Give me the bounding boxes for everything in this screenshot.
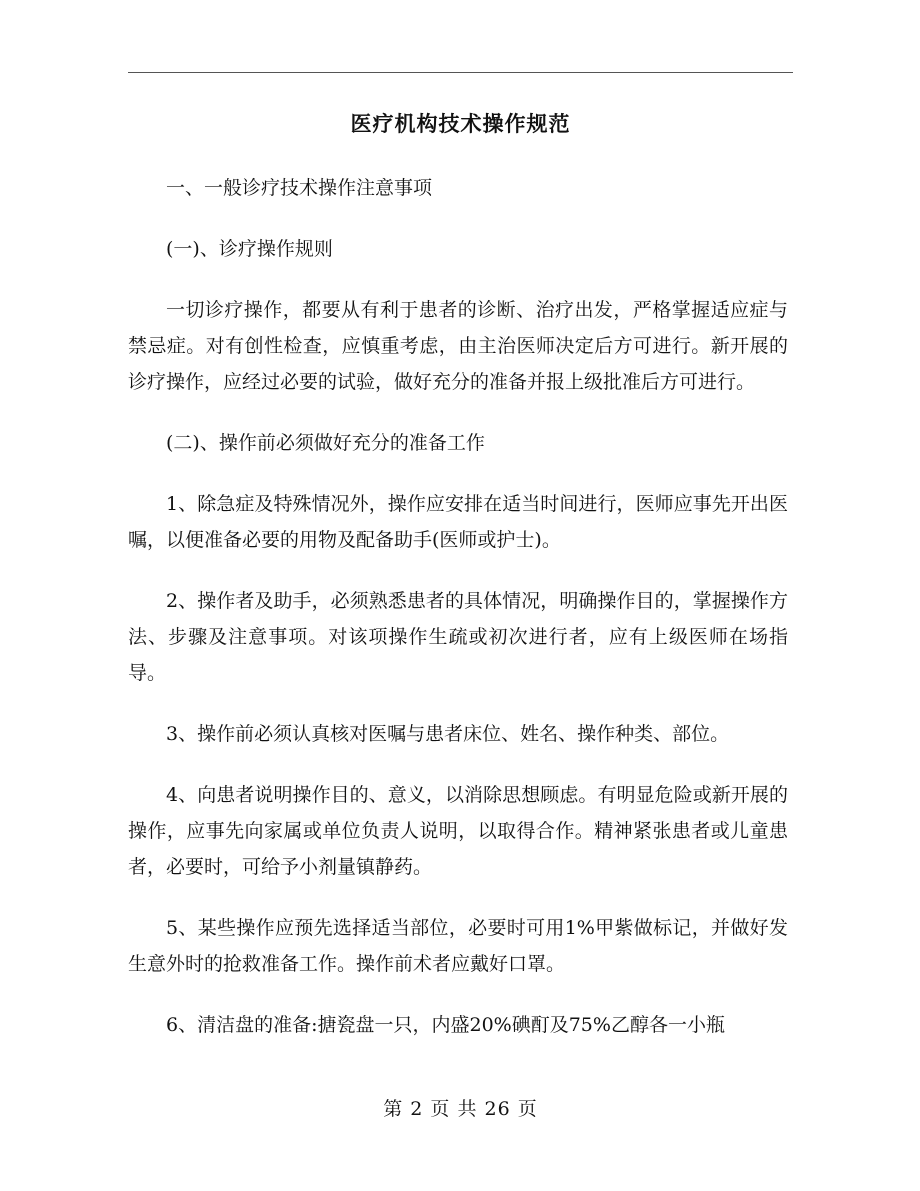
list-item: 2、操作者及助手，必须熟悉患者的具体情况，明确操作目的，掌握操作方法、步骤及注意事项。对该项操作生疏或初次进行者，应有上级医师在场指导。 <box>128 590 788 684</box>
list-item: 4、向患者说明操作目的、意义，以消除思想顾虑。有明显危险或新开展的操作，应事先向家属或单位负责人说明，以取得合作。精神紧张患者或儿童患者，必要时，可给予小剂量镇静药。 <box>128 784 788 878</box>
section-heading: 一、一般诊疗技术操作注意事项 <box>166 177 433 199</box>
subsection-heading: (一)、诊疗操作规则 <box>166 238 333 260</box>
subsection-heading: (二)、操作前必须做好充分的准备工作 <box>166 432 485 454</box>
list-item: 6、清洁盘的准备:搪瓷盘一只，内盛20%碘酊及75%乙醇各一小瓶 <box>166 1014 725 1036</box>
page-number: 第 2 页 共 26 页 <box>383 1098 538 1120</box>
list-item: 5、某些操作应预先选择适当部位，必要时可用1%甲紫做标记，并做好发生意外时的抢救准备工作。操作前术者应戴好口罩。 <box>128 917 788 975</box>
list-item: 3、操作前必须认真核对医嘱与患者床位、姓名、操作种类、部位。 <box>166 723 730 745</box>
document-title: 医疗机构技术操作规范 <box>350 111 571 136</box>
body-paragraph: 一切诊疗操作，都要从有利于患者的诊断、治疗出发，严格掌握适应症与禁忌症。对有创性检查，应慎重考虑，由主治医师决定后方可进行。新开展的诊疗操作，应经过必要的试验，做好充分的准备并报上级批准后方可进行。 <box>128 299 788 393</box>
list-item: 1、除急症及特殊情况外，操作应安排在适当时间进行，医师应事先开出医嘱，以便准备必要的用物及配备助手(医师或护士)。 <box>128 493 788 551</box>
document-body <box>128 170 788 1068</box>
header-rule <box>128 72 793 73</box>
